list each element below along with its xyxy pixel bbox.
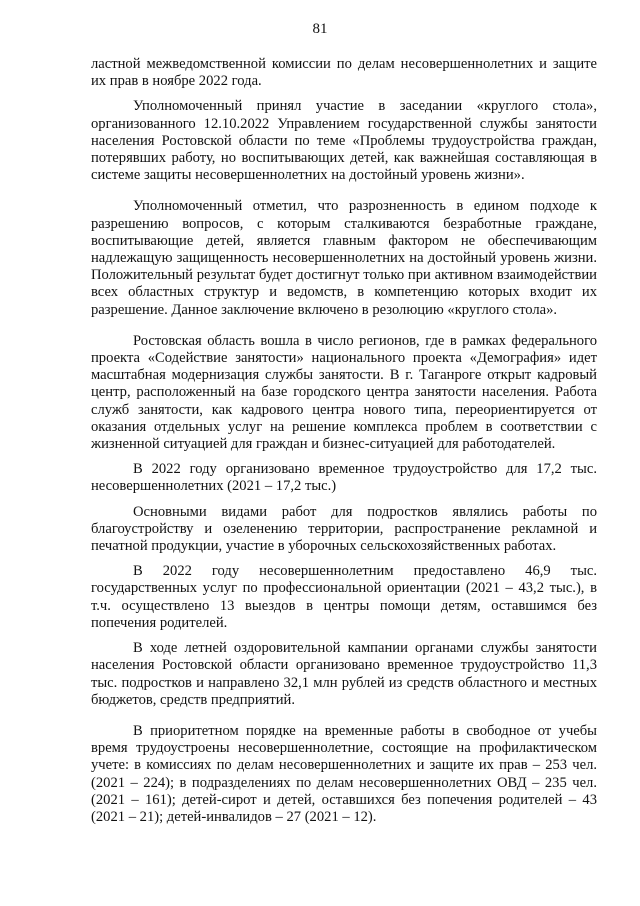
- document-body: [91, 56, 597, 834]
- page-number: 81: [312, 21, 328, 37]
- paragraph-work-types: Основными видами работ для подростков являлись работы по благоустройству и озеленению территории, распространение рекламной и печатной продукции, участие в уборочных сельскохозяйственных работах.: [91, 503, 597, 555]
- paragraph-round-table: Уполномоченный принял участие в заседании «круглого стола», организованного 12.10.2022 Управлением государственной службы занятости населения Ростовской области по теме «Проблемы трудоустройства граждан, потерявших работу, но воспитывающих детей, как важнейшая составляющая в системе защиты несовершеннолетних на достойный уровень жизни».: [91, 98, 597, 184]
- paragraph-continuation: ластной межведомственной комиссии по делам несовершеннолетних и защите их прав в ноябре 2022 года.: [91, 56, 597, 90]
- paragraph-summer-campaign: В ходе летней оздоровительной кампании органами службы занятости населения Ростовской области организовано временное трудоустройство 11,3 тыс. подростков и направлено 32,1 млн рублей из средств областного и местных бюджетов, средств предприятий.: [91, 640, 597, 708]
- paragraph-temporary-employment: В 2022 году организовано временное трудоустройство для 17,2 тыс. несовершеннолетних (2021 – 17,2 тыс.): [91, 461, 597, 495]
- paragraph-employment-modernization: Ростовская область вошла в число регионов, где в рамках федерального проекта «Содействие занятости» национального проекта «Демография» идет масштабная модернизация службы занятости. В г. Таганроге открыт кадровый центр, расположенный на базе городского центра занятости населения. Работа служб занятости, как кадрового центра нового типа, переориентируется от оказания отдельных услуг на решение комплекса проблем в соответствии с жизненной ситуацией для граждан и бизнес-ситуацией для работодателей.: [91, 332, 597, 453]
- paragraph-priority-employment: В приоритетном порядке на временные работы в свободное от учебы время трудоустроены несовершеннолетние, состоящие на профилактическом учете: в комиссиях по делам несовершеннолетних и защите их прав – 253 чел. (2021 – 224); в подразделениях по делам несовершеннолетних ОВД – 235 чел. (2021 – 161); детей-сирот и детей, оставшихся без попечения родителей – 43 (2021 – 21); детей-инвалидов – 27 (2021 – 12).: [91, 722, 597, 825]
- paragraph-ombudsman-note: Уполномоченный отметил, что разрозненность в едином подходе к разрешению вопросов, с которым сталкиваются безработные граждане, воспитывающие детей, является главным фактором не обеспечивающим надлежащую защищенность несовершеннолетних на достойный уровень жизни. Положительный результат будет достигнут только при активном взаимодействии всех областных структур и ведомств, в компетенцию которых входит их разрешение. Данное заключение включено в резолюцию «круглого стола».: [91, 198, 597, 318]
- paragraph-career-guidance: В 2022 году несовершеннолетним предоставлено 46,9 тыс. государственных услуг по профессиональной ориентации (2021 – 43,2 тыс.), в т.ч. осуществлено 13 выездов в центры помощи детям, оставшимся без попечения родителей.: [91, 563, 597, 631]
